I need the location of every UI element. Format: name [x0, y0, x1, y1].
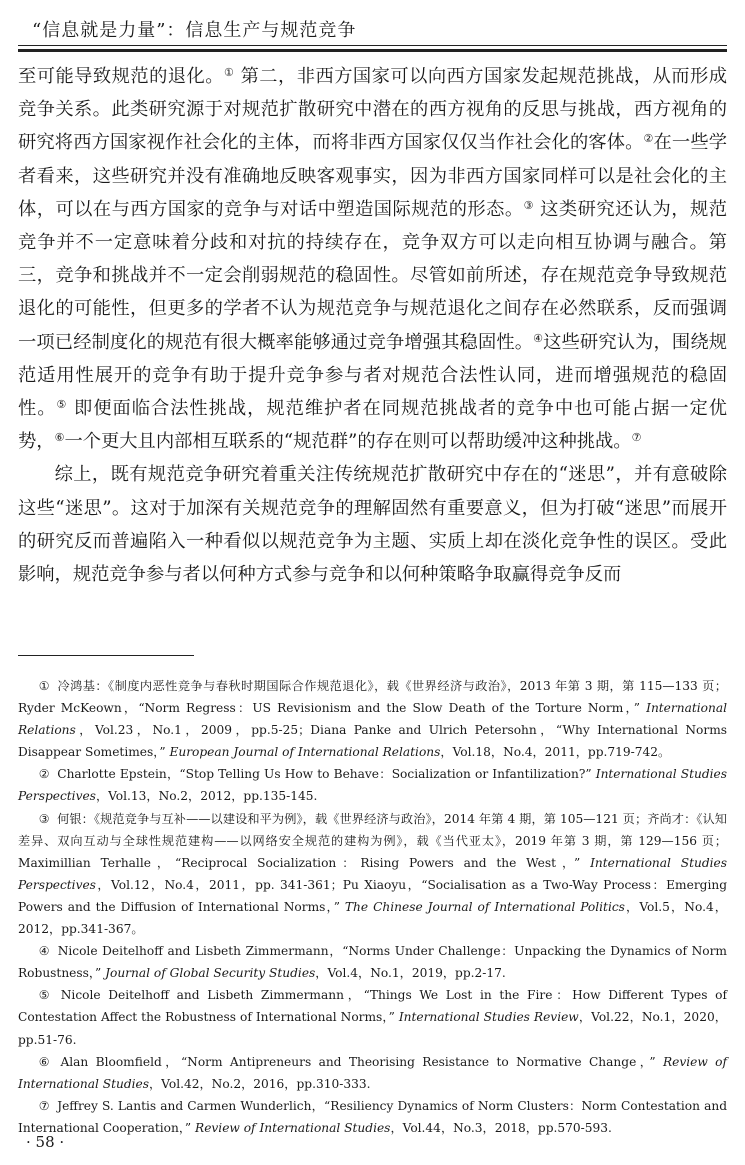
- header-rule-thick: [18, 49, 727, 52]
- footnote-separator: [18, 655, 194, 656]
- footnote-text: ，Vol.42，No.2，2016，pp.310-333.: [149, 1076, 371, 1091]
- footnote-number: ②: [38, 767, 50, 782]
- footnote-number: ⑦: [38, 1098, 50, 1113]
- journal-title: European Journal of International Relations: [169, 745, 441, 760]
- footnote-number: ④: [38, 944, 51, 959]
- footnote-5: [18, 984, 727, 1050]
- footnote-6: [18, 1051, 727, 1095]
- p1-seg-d: 这类研究还认为，规范竞争并不一定意味着分歧和对抗的持续存在，竞争双方可以走向相互协调与融合。第三，竞争和挑战并不一定会削弱规范的稳固性。尽管如前所述，存在规范竞争导致规范退化的可能性，但更多的学者不认为规范竞争与规范退化之间存在必然联系，反而强调一项已经制度化的规范有很大概率能够通过竞争增强其稳固性。: [18, 198, 727, 353]
- footnote-number: ①: [38, 679, 51, 693]
- footnote-text: ，Vol.13，No.2，2012，pp.135-145.: [95, 789, 318, 804]
- p1-seg-b: 第二，非西方国家可以向西方国家发起规范挑战，从而形成竞争关系。此类研究源于对规范扩散研究中潜在的西方视角的反思与挑战，西方视角的研究将西方国家视作社会化的主体，而将非西方国家仅仅当作社会化的客体。: [18, 66, 728, 154]
- journal-title: Review of International Studies: [195, 1120, 391, 1135]
- footnote-2: [18, 763, 727, 807]
- journal-title: International Relations: [18, 701, 727, 738]
- footnote-text: ，Vol.12，No.4，2011，pp. 341-361；Pu Xiaoyu，“Socialisation as a Two-Way Process：Emerging Powers and the Diffusion of International Norms，”: [18, 877, 727, 914]
- footnote-text: ，Vol.23，No.1，2009，pp.5-25；Diana Panke and Ulrich Petersohn，“Why International Norms Disappear Sometimes，”: [18, 723, 727, 760]
- footnote-text: 何银：《规范竞争与互补——以建设和平为例》，载《世界经济与政治》，2014 年第 4 期，第 105—121 页；齐尚才：《认知差异、双向互动与全球性规范建构——以网络安全规范的建构为例》，载《当代亚太》，2019 年第 3 期，第 129—156 页；Maximillian Terhalle，“Reciprocal Socialization：Rising Powers and the West，”: [18, 811, 727, 870]
- footnote-4: [18, 940, 727, 984]
- journal-title: Journal of Global Security Studies: [105, 966, 316, 981]
- footnotes: [18, 675, 727, 1139]
- footnote-ref-7[interactable]: ⑦: [631, 431, 642, 445]
- paragraph-1: [18, 60, 727, 458]
- footnote-text: Jeffrey S. Lantis and Carmen Wunderlich，“Resiliency Dynamics of Norm Clusters：Norm Contestation and International Cooperation，”: [18, 1098, 727, 1135]
- journal-title: International Studies Review: [398, 1010, 579, 1025]
- footnote-number: ⑤: [38, 988, 54, 1003]
- footnote-text: ，Vol.4，No.1，2019，pp.2-17.: [315, 966, 506, 981]
- running-header-title: “信息就是力量”：信息生产与规范竞争: [32, 20, 357, 41]
- footnote-text: Charlotte Epstein，“Stop Telling Us How to Behave：Socialization or Infantilization?”: [57, 767, 596, 782]
- footnote-text: Nicole Deitelhoff and Lisbeth Zimmermann，“Things We Lost in the Fire：How Different Types of Contestation Affect the Robustness of International Norms，”: [18, 988, 727, 1025]
- footnote-1: [18, 675, 727, 763]
- footnote-ref-4[interactable]: ④: [533, 331, 544, 345]
- footnote-text: 冷鸿基：《制度内恶性竞争与春秋时期国际合作规范退化》，载《世界经济与政治》，2013 年第 3 期，第 115—133 页；Ryder McKeown，“Norm Regress：US Revisionism and the Slow Death of the Torture Norm，”: [18, 679, 727, 716]
- journal-title: International Studies Perspectives: [18, 767, 728, 804]
- footnote-text: Nicole Deitelhoff and Lisbeth Zimmermann，“Norms Under Challenge：Unpacking the Dynamics of Norm Robustness，”: [18, 944, 727, 981]
- footnote-ref-1[interactable]: ①: [224, 65, 235, 79]
- p1-seg-f: 即便面临合法性挑战，规范维护者在同规范挑战者的竞争中也可能占据一定优势，: [18, 398, 727, 453]
- paragraph-2: 综上，既有规范竞争研究着重关注传统规范扩散研究中存在的“迷思”，并有意破除这些“迷思”。这对于加深有关规范竞争的理解固然有重要意义，但为打破“迷思”而展开的研究反而普遍陷入一种看似以规范竞争为主题、实质上却在淡化竞争性的误区。受此影响，规范竞争参与者以何种方式参与竞争和以何种策略争取赢得竞争反而: [18, 464, 727, 586]
- footnote-number: ⑥: [38, 1054, 54, 1069]
- footnote-text: ，Vol.44，No.3，2018，pp.570-593.: [390, 1120, 612, 1135]
- p1-seg-g: 一个更大且内部相互联系的“规范群”的存在则可以帮助缓冲这种挑战。: [64, 431, 632, 453]
- page-number: · 58 ·: [26, 1133, 65, 1151]
- p1-seg-e: 这些研究认为，围绕规范适用性展开的竞争有助于提升竞争参与者对规范合法性认同，进而增强规范的稳固性。: [18, 331, 728, 420]
- p1-seg-c: 在一些学者看来，这些研究并没有准确地反映客观事实，因为非西方国家同样可以是社会化的主体，可以在与西方国家的竞争与对话中塑造国际规范的形态。: [18, 132, 728, 220]
- footnote-text: Alan Bloomfield，“Norm Antipreneurs and Theorising Resistance to Normative Change，”: [60, 1054, 663, 1069]
- footnote-ref-2[interactable]: ②: [643, 132, 654, 146]
- journal-title: Review of International Studies: [18, 1054, 727, 1091]
- footnote-3: [18, 808, 727, 941]
- footnote-ref-6[interactable]: ⑥: [54, 431, 65, 445]
- p1-seg-a: 至可能导致规范的退化。: [18, 66, 224, 87]
- footnote-text: ，Vol.22，No.1，2020，pp.51-76.: [18, 1010, 727, 1047]
- running-header: [18, 6, 727, 46]
- body-text: [18, 60, 727, 591]
- journal-title: International Studies Perspectives: [18, 855, 728, 892]
- header-rule-thin: [18, 45, 727, 46]
- footnote-ref-5[interactable]: ⑤: [56, 397, 68, 411]
- journal-title: The Chinese Journal of International Politics: [344, 899, 625, 914]
- footnote-number: ③: [38, 811, 50, 826]
- footnote-7: [18, 1095, 727, 1139]
- footnote-text: ，Vol.18，No.4，2011，pp.719-742。: [440, 745, 671, 760]
- footnote-ref-3[interactable]: ③: [523, 198, 534, 212]
- footnote-text: ，Vol.5，No.4，2012，pp.341-367。: [18, 899, 727, 937]
